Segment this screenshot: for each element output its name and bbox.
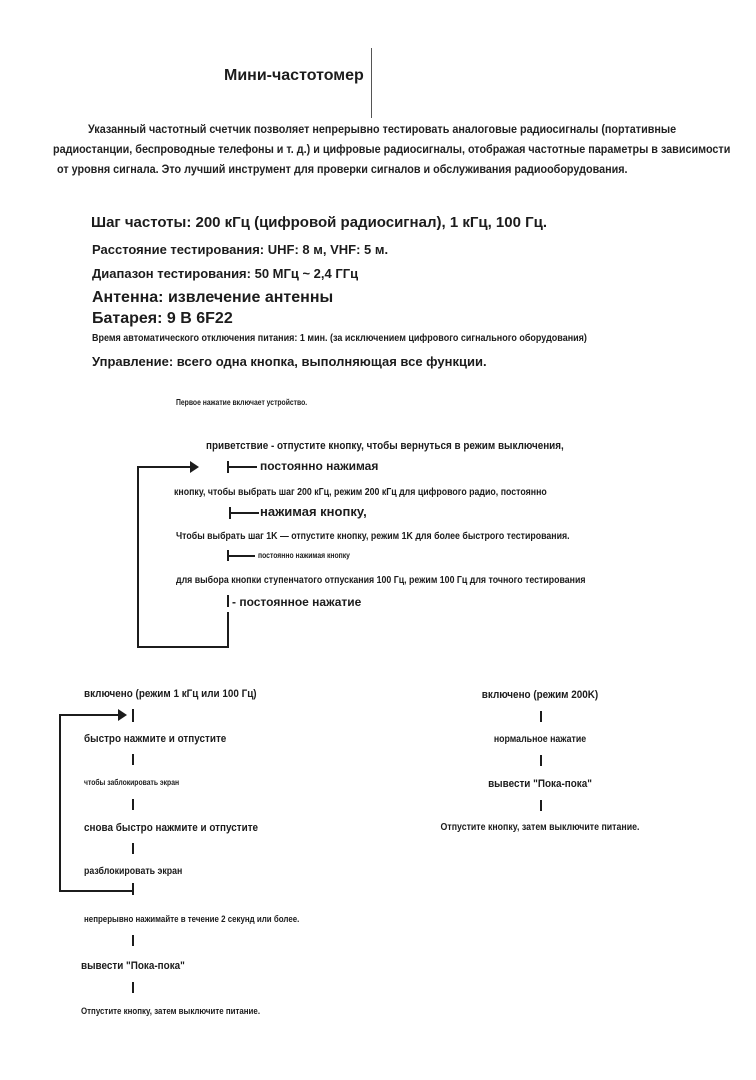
flow-connector [540, 755, 542, 766]
step-1k-text: Чтобы выбрать шаг 1K — отпустите кнопку, режим 1K для более быстрого тестирования. [176, 531, 570, 542]
spec-test-range: Диапазон тестирования: 50 МГц ~ 2,4 ГГц [92, 266, 359, 281]
hold-text-3: постоянно нажимая кнопку [258, 551, 350, 560]
connector-dash [229, 512, 259, 514]
hold-text-2: нажимая кнопку, [260, 504, 367, 519]
connector-dash [227, 555, 255, 557]
normal-press-text: нормальное нажатие [493, 734, 587, 745]
right-bye-text: вывести "Пока-пока" [488, 778, 592, 790]
lock-loop-bottom-bar [59, 890, 134, 892]
loop-arrow-icon [190, 461, 199, 473]
loop-bottom-bar [137, 646, 229, 648]
spec-battery: Батарея: 9 В 6F22 [92, 310, 233, 327]
spec-control: Управление: всего одна кнопка, выполняющая все функции. [92, 354, 487, 369]
lock-loop-arrow-icon [118, 709, 127, 721]
flow-connector [132, 799, 134, 810]
intro-line-2: радиостанции, беспроводные телефоны и т. д.) и цифровые радиосигналы, отображая частотные параметры в зависимости [53, 142, 731, 156]
loop-left-bar [137, 466, 139, 648]
hold-text-4: - постоянное нажатие [232, 595, 362, 609]
step-100hz-text: для выбора кнопки ступенчатого отпускания 100 Гц, режим 100 Гц для точного тестирования [176, 575, 586, 586]
hold-2s-text: непрерывно нажимайте в течение 2 секунд или более. [84, 914, 300, 924]
quick-press-again-text: снова быстро нажмите и отпустите [84, 822, 259, 834]
spec-auto-off: Время автоматического отключения питания: 1 мин. (за исключением цифрового сигнального оборудования) [92, 333, 587, 344]
connector-dash [227, 466, 257, 468]
spec-antenna: Антенна: извлечение антенны [92, 289, 334, 306]
left-on-text: включено (режим 1 кГц или 100 Гц) [84, 688, 257, 700]
loop-top-bar [137, 466, 195, 468]
first-press-note: Первое нажатие включает устройство. [176, 398, 308, 407]
flow-connector [540, 711, 542, 722]
flow-connector [540, 800, 542, 811]
right-on-text: включено (режим 200K) [481, 689, 599, 701]
hold-text-1: постоянно нажимая [260, 459, 379, 473]
connector-tick [132, 709, 134, 722]
greeting-text: приветствие - отпустите кнопку, чтобы вернуться в режим выключения, [206, 440, 564, 452]
flow-connector [132, 935, 134, 946]
loop-return-bar [227, 612, 229, 648]
right-release-text: Отпустите кнопку, затем выключите питание. [440, 822, 640, 833]
spec-frequency-step: Шаг частоты: 200 кГц (цифровой радиосигнал), 1 кГц, 100 Гц. [91, 214, 547, 231]
left-release-text: Отпустите кнопку, затем выключите питание. [81, 1006, 261, 1016]
quick-press-text: быстро нажмите и отпустите [84, 733, 227, 745]
intro-line-1: Указанный частотный счетчик позволяет непрерывно тестировать аналоговые радиосигналы (портативные [88, 122, 677, 136]
unlock-screen-text: разблокировать экран [84, 866, 183, 877]
page-title: Мини-частотомер [224, 67, 364, 84]
lock-loop-top-bar [59, 714, 121, 716]
flow-connector [132, 982, 134, 993]
lock-loop-left-bar [59, 714, 61, 892]
flow-connector [132, 843, 134, 854]
left-bye-text: вывести "Пока-пока" [81, 960, 185, 972]
flow-connector [132, 883, 134, 895]
lock-screen-text: чтобы заблокировать экран [84, 778, 180, 787]
spec-test-distance: Расстояние тестирования: UHF: 8 м, VHF: 5 м. [92, 242, 389, 257]
step-200k-text: кнопку, чтобы выбрать шаг 200 кГц, режим 200 кГц для цифрового радио, постоянно [174, 487, 547, 498]
flow-connector [132, 754, 134, 765]
intro-line-3: от уровня сигнала. Это лучший инструмент для проверки сигналов и обслуживания радиооборудования. [57, 162, 628, 176]
connector-tick [227, 595, 229, 607]
scan-mark-line [371, 48, 372, 118]
